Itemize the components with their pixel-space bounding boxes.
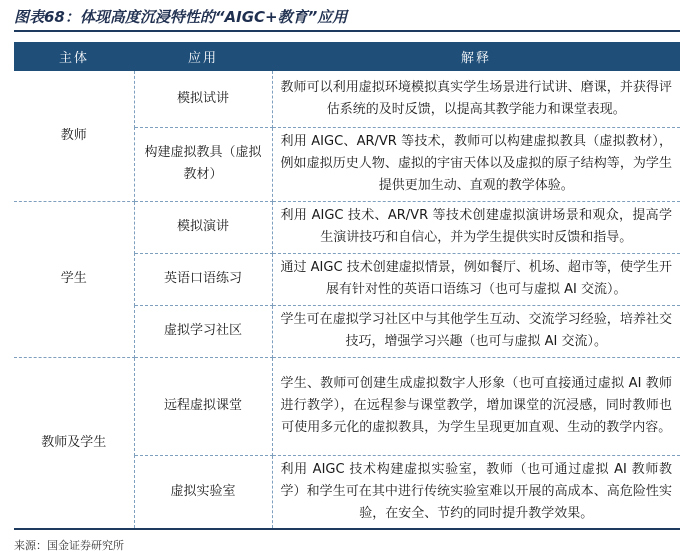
header-explanation: 解释 [272,42,680,71]
source-note: 来源：国金证券研究所 [14,539,124,552]
table-header-row [14,42,680,71]
title-rule [14,30,680,32]
application-cell: 模拟试讲 [134,71,272,127]
figure-title: 图表68：体现高度沉浸特性的“AIGC+教育”应用 [14,8,348,26]
table-row [14,201,680,253]
table-row [14,357,680,455]
explanation-cell: 学生可在虚拟学习社区中与其他学生互动、交流学习经验，培养社交技巧，增强学习兴趣（也可与虚拟 AI 交流）。 [272,305,680,357]
application-cell: 虚拟实验室 [134,455,272,529]
application-cell: 英语口语练习 [134,253,272,305]
subject-cell: 教师及学生 [14,357,134,529]
table-row [14,71,680,127]
aigc-education-table [14,42,680,530]
explanation-cell: 利用 AIGC、AR/VR 等技术，教师可以构建虚拟教具（虚拟教材），例如虚拟历史人物、虚拟的宇宙天体以及虚拟的原子结构等，为学生提供更加生动、直观的教学体验。 [272,127,680,201]
explanation-cell: 教师可以利用虚拟环境模拟真实学生场景进行试讲、磨课，并获得评估系统的及时反馈，以提高其教学能力和课堂表现。 [272,71,680,127]
subject-cell: 教师 [14,71,134,201]
explanation-cell: 学生、教师可创建生成虚拟数字人形象（也可直接通过虚拟 AI 教师进行教学），在远程参与课堂教学，增加课堂的沉浸感，同时教师也可使用多元化的虚拟教具，为学生呈现更加直观、生动的教学内容。 [272,357,680,455]
application-cell: 虚拟学习社区 [134,305,272,357]
explanation-cell: 利用 AIGC 技术、AR/VR 等技术创建虚拟演讲场景和观众，提高学生演讲技巧和自信心，并为学生提供实时反馈和指导。 [272,201,680,253]
application-cell: 模拟演讲 [134,201,272,253]
explanation-cell: 利用 AIGC 技术构建虚拟实验室，教师（也可通过虚拟 AI 教师教学）和学生可在其中进行传统实验室难以开展的高成本、高危险性实验，在安全、节约的同时提升教学效果。 [272,455,680,529]
explanation-cell: 通过 AIGC 技术创建虚拟情景，例如餐厅、机场、超市等，使学生开展有针对性的英语口语练习（也可与虚拟 AI 交流）。 [272,253,680,305]
application-cell: 远程虚拟课堂 [134,357,272,455]
header-application: 应用 [134,42,272,71]
subject-cell: 学生 [14,201,134,357]
header-subject: 主体 [14,42,134,71]
application-cell: 构建虚拟教具（虚拟教材） [134,127,272,201]
